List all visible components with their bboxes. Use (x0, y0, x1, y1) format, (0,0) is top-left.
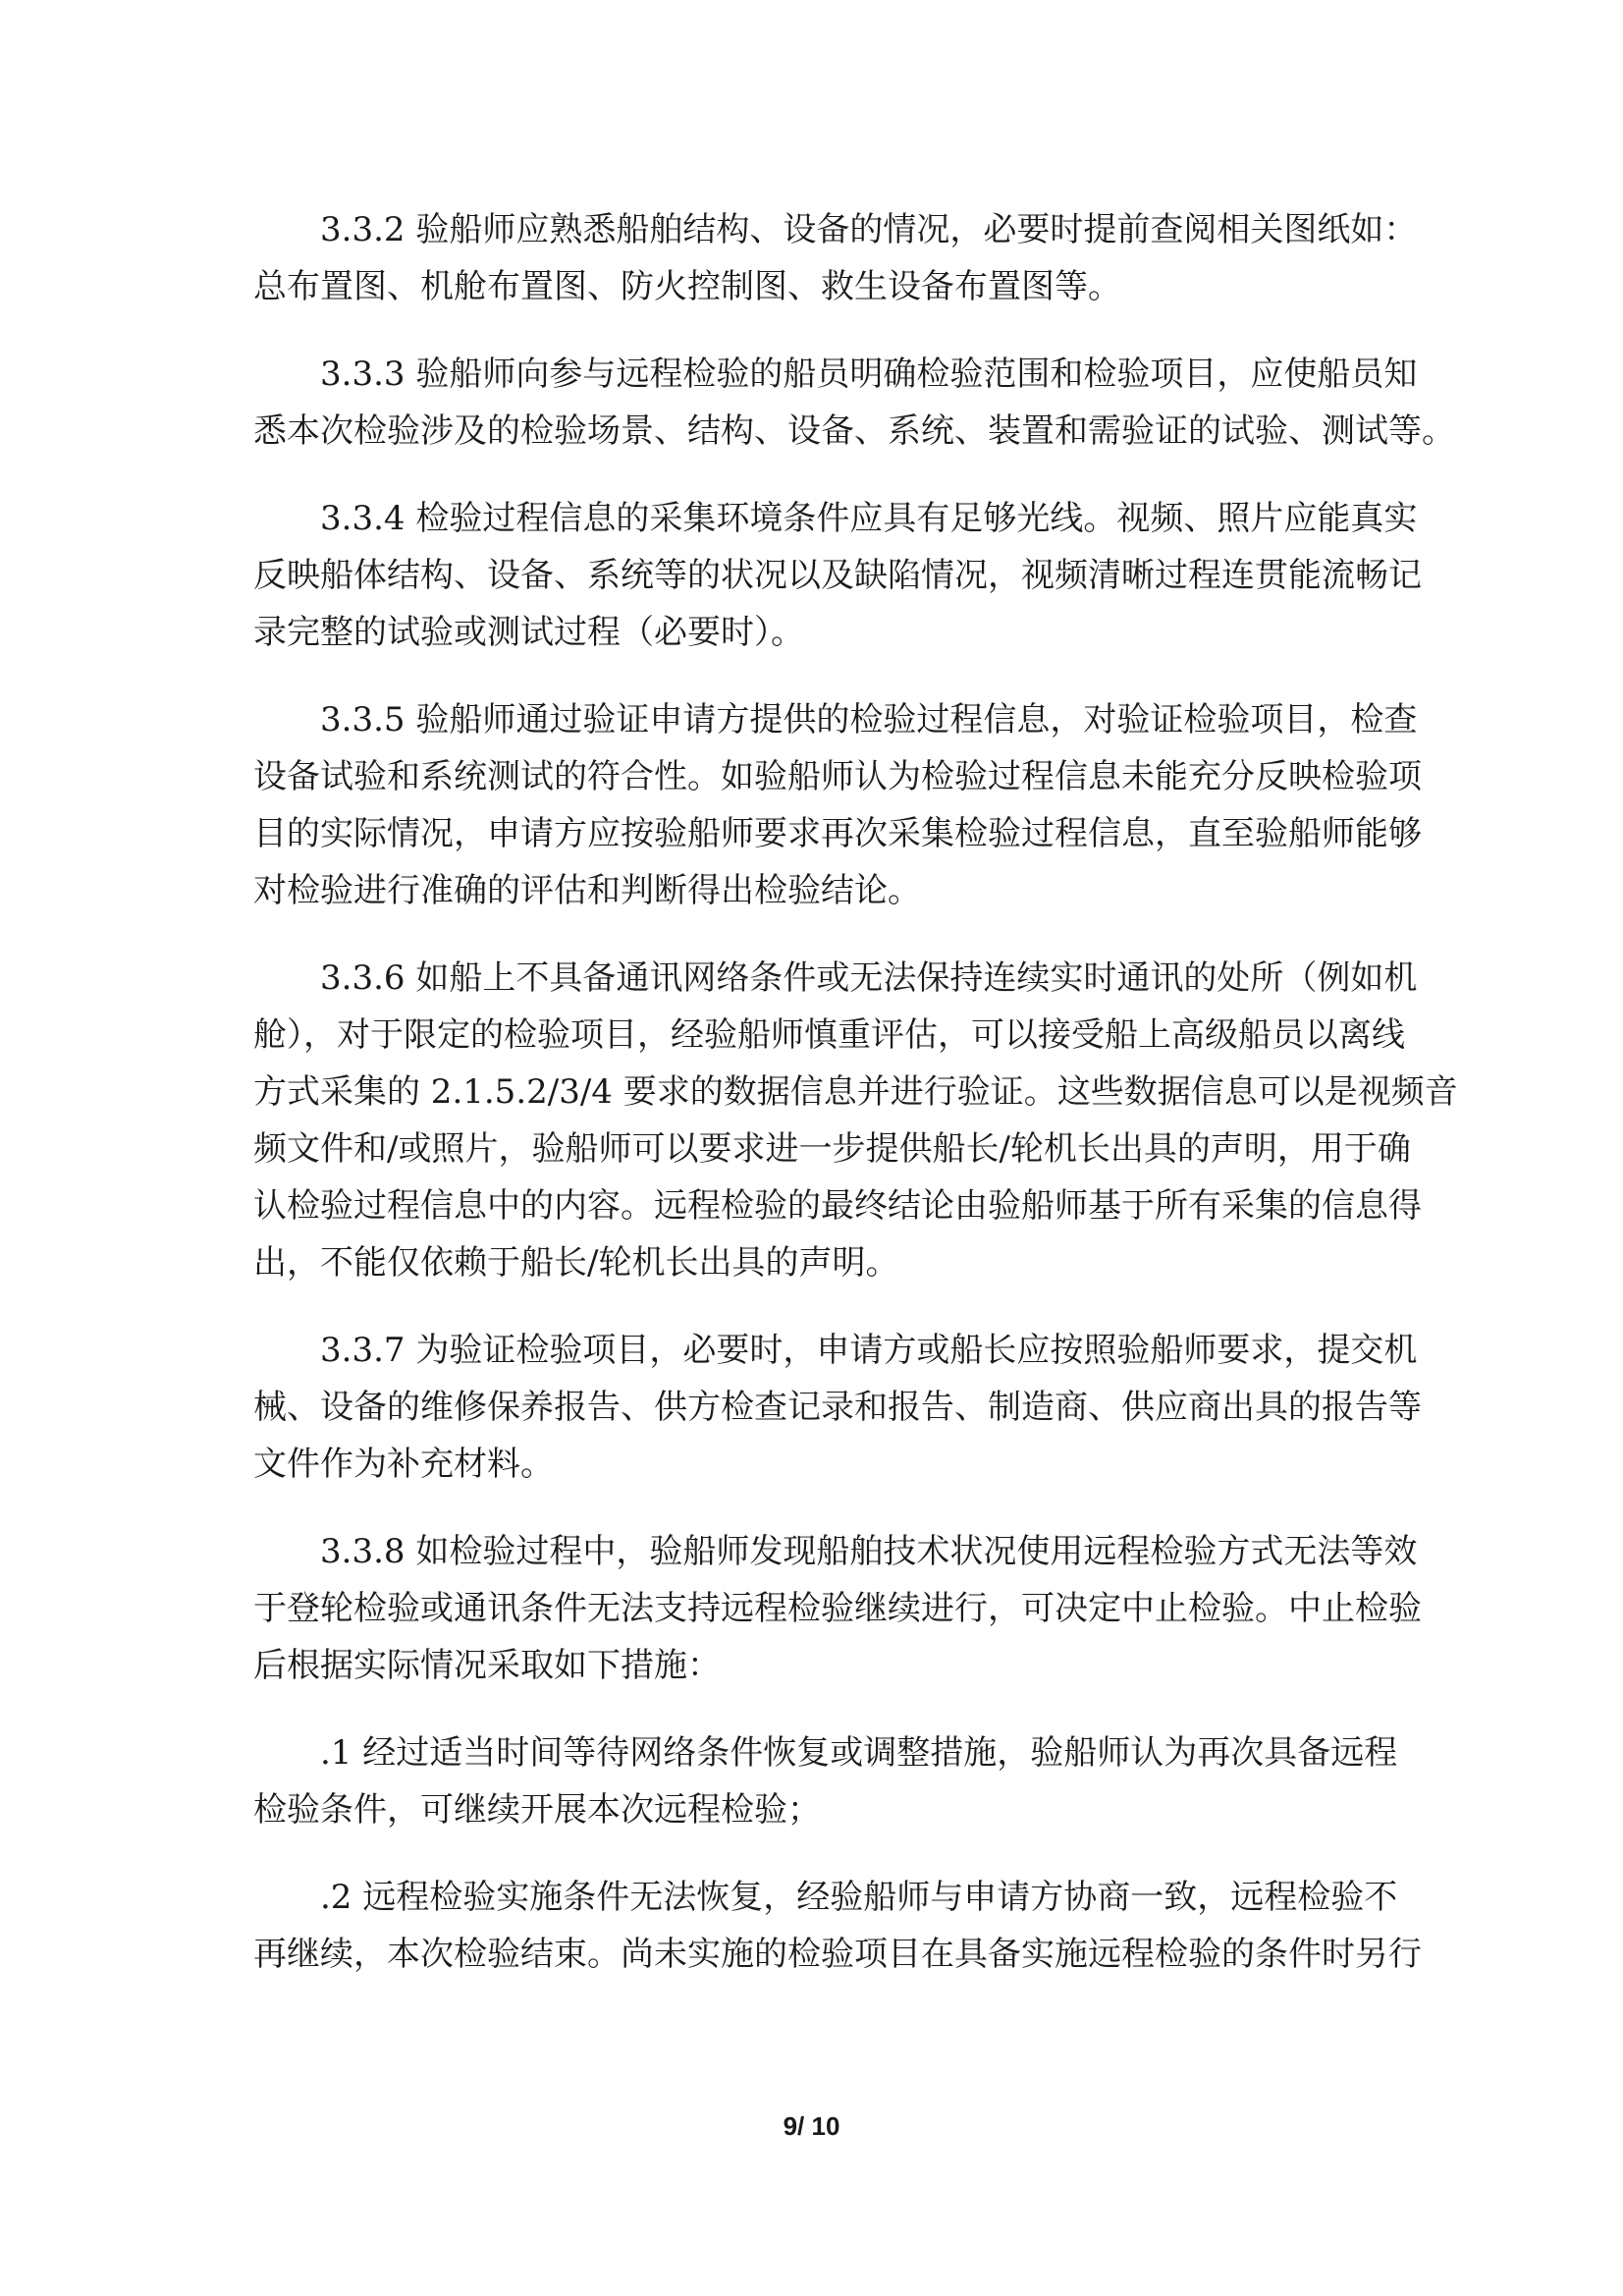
paragraph-line: 舱），对于限定的检验项目，经验船师慎重评估，可以接受船上高级船员以离线 (253, 1015, 1405, 1055)
paragraph-3-3-7 (253, 1322, 1422, 1493)
paragraph-line: 文件作为补充材料。 (253, 1445, 554, 1484)
paragraph-3-3-4 (253, 490, 1422, 661)
paragraph-item-2 (253, 1869, 1422, 1983)
paragraph-line: 出，不能仅依赖于船长/轮机长出具的声明。 (253, 1243, 899, 1283)
paragraph-line: 对检验进行准确的评估和判断得出检验结论。 (253, 871, 921, 910)
paragraph-3-3-8 (253, 1523, 1422, 1694)
paragraph-line: 械、设备的维修保养报告、供方检查记录和报告、制造商、供应商出具的报告等 (253, 1388, 1422, 1427)
paragraph-line: 3.3.8 如检验过程中，验船师发现船舶技术状况使用远程检验方式无法等效 (320, 1532, 1418, 1571)
paragraph-line: 再继续，本次检验结束。尚未实施的检验项目在具备实施远程检验的条件时另行 (253, 1935, 1422, 1974)
paragraph-line: 3.3.5 验船师通过验证申请方提供的检验过程信息，对验证检验项目，检查 (320, 700, 1418, 739)
paragraph-line: .1 经过适当时间等待网络条件恢复或调整措施，验船师认为再次具备远程 (320, 1733, 1398, 1773)
paragraph-3-3-6 (253, 950, 1458, 1291)
paragraph-line: 反映船体结构、设备、系统等的状况以及缺陷情况，视频清晰过程连贯能流畅记 (253, 556, 1422, 595)
paragraph-line: 录完整的试验或测试过程（必要时）。 (253, 613, 804, 652)
paragraph-item-1 (253, 1724, 1398, 1838)
paragraph-line: 方式采集的 2.1.5.2/3/4 要求的数据信息并进行验证。这些数据信息可以是视频音 (253, 1072, 1458, 1112)
paragraph-line: 3.3.3 验船师向参与远程检验的船员明确检验范围和检验项目，应使船员知 (320, 355, 1418, 394)
paragraph-line: .2 远程检验实施条件无法恢复，经验船师与申请方协商一致，远程检验不 (320, 1878, 1398, 1917)
paragraph-line: 3.3.4 检验过程信息的采集环境条件应具有足够光线。视频、照片应能真实 (320, 499, 1418, 538)
page-number: 9/ 10 (783, 2111, 840, 2141)
paragraph-line: 3.3.7 为验证检验项目，必要时，申请方或船长应按照验船师要求，提交机 (320, 1331, 1418, 1370)
paragraph-line: 总布置图、机舱布置图、防火控制图、救生设备布置图等。 (253, 267, 1121, 306)
paragraph-3-3-5 (253, 691, 1422, 919)
paragraph-line: 悉本次检验涉及的检验场景、结构、设备、系统、装置和需验证的试验、测试等。 (253, 411, 1455, 451)
document-body (253, 201, 1458, 2013)
paragraph-line: 3.3.2 验船师应熟悉船舶结构、设备的情况，必要时提前查阅相关图纸如： (320, 210, 1418, 249)
paragraph-line: 频文件和/或照片，验船师可以要求进一步提供船长/轮机长出具的声明，用于确 (253, 1129, 1411, 1169)
paragraph-line: 于登轮检验或通讯条件无法支持远程检验继续进行，可决定中止检验。中止检验 (253, 1589, 1422, 1628)
paragraph-line: 设备试验和系统测试的符合性。如验船师认为检验过程信息未能充分反映检验项 (253, 757, 1422, 796)
paragraph-3-3-2 (253, 201, 1418, 315)
paragraph-line: 3.3.6 如船上不具备通讯网络条件或无法保持连续实时通讯的处所（例如机 (320, 958, 1418, 998)
paragraph-3-3-3 (253, 346, 1455, 460)
paragraph-line: 目的实际情况，申请方应按验船师要求再次采集检验过程信息，直至验船师能够 (253, 814, 1422, 853)
paragraph-line: 检验条件，可继续开展本次远程检验； (253, 1790, 821, 1830)
paragraph-line: 认检验过程信息中的内容。远程检验的最终结论由验船师基于所有采集的信息得 (253, 1186, 1422, 1226)
paragraph-line: 后根据实际情况采取如下措施： (253, 1646, 721, 1685)
